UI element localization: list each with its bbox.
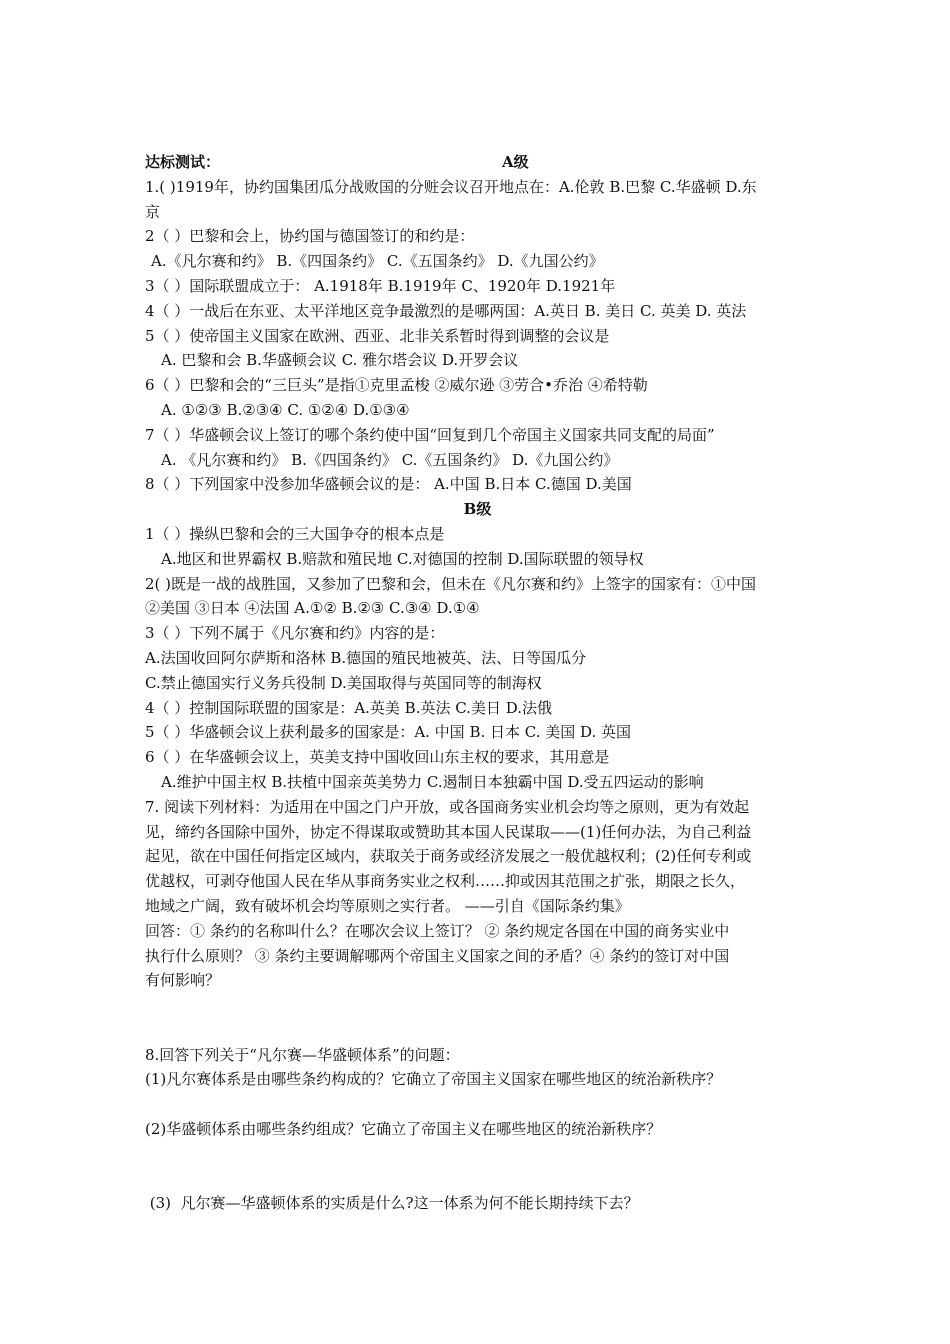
- spacer: [145, 1092, 810, 1117]
- question-8-intro: 8.回答下列关于“凡尔赛—华盛顿体系”的问题：: [145, 1045, 460, 1064]
- question-text: 4（ ）一战后在东亚、太平洋地区竞争最激烈的是哪两国：A.英日 B. 美日 C. 英美 D. 英法: [145, 301, 747, 320]
- answer-options: A. 巴黎和会 B.华盛顿会议 C. 雅尔塔会议 D.开罗会议: [161, 351, 519, 370]
- answer-options: A.维护中国主权 B.扶植中国亲英美势力 C.遏制日本独霸中国 D.受五四运动的影响: [161, 772, 704, 791]
- question-text: 2（ ）巴黎和会上，协约国与德国签订的和约是：: [145, 227, 475, 246]
- answer-options: C.禁止德国实行义务兵役制 D.美国取得与英国同等的制海权: [145, 673, 542, 692]
- worksheet: [145, 150, 810, 1216]
- question-text: 1（ ）操纵巴黎和会的三大国争夺的根本点是: [145, 524, 445, 543]
- answer-options: ②美国 ③日本 ④法国 A.①② B.②③ C.③④ D.①④: [145, 599, 480, 618]
- question-text: 5（ ）华盛顿会议上获利最多的国家是：A. 中国 B. 日本 C. 美国 D. 英国: [145, 723, 632, 742]
- level-a-heading: A级: [502, 153, 529, 171]
- question-8-part-3: (3) 凡尔赛—华盛顿体系的实质是什么?这一体系为何不能长期持续下去？: [145, 1194, 639, 1213]
- reading-question-line: 执行什么原则？ ③ 条约主要调解哪两个帝国主义国家之间的矛盾？④ 条约的签订对中国: [145, 946, 730, 965]
- reading-passage-line: 优越权，可剥夺他国人民在华从事商务实业之权利……抑或因其范围之扩张，期限之长久，: [145, 872, 746, 891]
- answer-options: A. ①②③ B.②③④ C. ①②④ D.①③④: [161, 400, 410, 419]
- reading-passage-line: 见，缔约各国除中国外，协定不得谋取或赞助其本国人民谋取——(1)任何办法，为自己利益: [145, 822, 752, 841]
- spacer: [145, 1142, 810, 1167]
- question-text: 4（ ）控制国际联盟的国家是：A.英美 B.英法 C.美日 D.法俄: [145, 698, 552, 717]
- question-text: 1.( )1919年，协约国集团瓜分战败国的分赃会议召开地点在：A.伦敦 B.巴黎 C.华盛顿 D.东: [145, 177, 757, 196]
- question-text: 6（ ）巴黎和会的“三巨头”是指①克里孟梭 ②威尔逊 ③劳合•乔治 ④希特勒: [145, 376, 648, 395]
- reading-passage-line: 地域之广阔，致有破坏机会均等原则之实行者。 ——引自《国际条约集》: [145, 896, 630, 915]
- question-text: 3（ ）国际联盟成立于： A.1918年 B.1919年 C、1920年 D.1921年: [145, 276, 616, 295]
- question-text: 8（ ）下列国家中没参加华盛顿会议的是： A.中国 B.日本 C.德国 D.美国: [145, 475, 632, 494]
- question-8-part-1: (1)凡尔赛体系是由哪些条约构成的？它确立了帝国主义国家在哪些地区的统治新秩序？: [145, 1070, 722, 1089]
- question-text: 3（ ）下列不属于《凡尔赛和约》内容的是：: [145, 624, 445, 643]
- answer-options: A. 《凡尔赛和约》 B.《四国条约》 C.《五国条约》 D.《九国公约》: [161, 450, 619, 469]
- level-b-heading: B级: [463, 500, 492, 519]
- reading-question-line: 回答：① 条约的名称叫什么？在哪次会议上签订？ ② 条约规定各国在中国的商务实业中: [145, 921, 730, 940]
- question-text: 5（ ）使帝国主义国家在欧洲、西亚、北非关系暂时得到调整的会议是: [145, 326, 610, 345]
- answer-options: A.法国收回阿尔萨斯和洛林 B.德国的殖民地被英、法、日等国瓜分: [145, 648, 587, 667]
- question-text: 7（ ）华盛顿会议上签订的哪个条约使中国“回复到几个帝国主义国家共同支配的局面”: [145, 425, 715, 444]
- question-text: 京: [145, 202, 161, 221]
- reading-question-line: 有何影响？: [145, 971, 221, 990]
- spacer: [145, 1167, 810, 1192]
- section-header: [145, 150, 810, 175]
- question-text: 2( )既是一战的战胜国，又参加了巴黎和会，但未在《凡尔赛和约》上签字的国家有：①中国: [145, 574, 757, 593]
- question-text: 6（ ）在华盛顿会议上，英美支持中国收回山东主权的要求，其用意是: [145, 748, 610, 767]
- answer-options: A.《凡尔赛和约》 B.《四国条约》 C.《五国条约》 D.《九国公约》: [151, 252, 604, 271]
- reading-passage-line: 7. 阅读下列材料：为适用在中国之门户开放，或各国商务实业机会均等之原则，更为有效起: [145, 797, 750, 816]
- spacer: [145, 1018, 810, 1043]
- answer-options: A.地区和世界霸权 B.赔款和殖民地 C.对德国的控制 D.国际联盟的领导权: [161, 549, 644, 568]
- spacer: [145, 993, 810, 1018]
- question-8-part-2: (2)华盛顿体系由哪些条约组成？它确立了帝国主义在哪些地区的统治新秩序？: [145, 1120, 662, 1139]
- worksheet-label: 达标测试：: [145, 153, 221, 171]
- reading-passage-line: 起见，欲在中国任何指定区域内，获取关于商务或经济发展之一般优越权利；(2)任何专利或: [145, 847, 752, 866]
